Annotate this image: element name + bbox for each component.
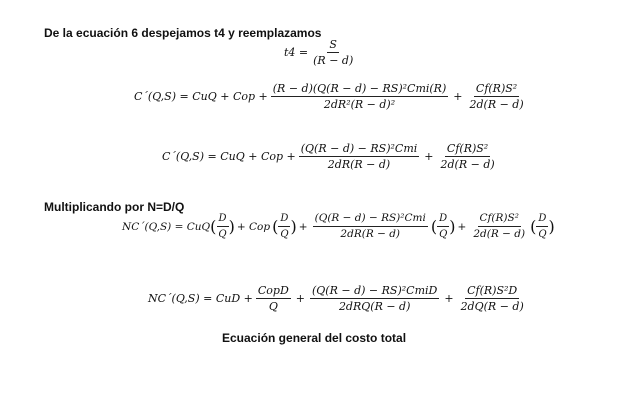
eq3-c-numerator: D	[437, 212, 449, 227]
eq2-fraction-2	[439, 142, 497, 171]
eq1-f2-denominator: 2d(R − d)	[469, 98, 524, 111]
eq3-paren-close-b: )	[290, 216, 297, 236]
eq2-f1-numerator: (Q(R − d) − RS)²Cmi	[300, 142, 418, 155]
t4-numerator: S	[329, 38, 337, 51]
eq4-fraction-2	[459, 284, 526, 313]
eq3-b-numerator: D	[278, 212, 290, 227]
eq3-paren-close-a: )	[228, 216, 235, 236]
eq3-fraction-a	[216, 212, 228, 241]
intro-heading: De la ecuación 6 despejamos t4 y reemplazamos	[44, 26, 322, 40]
t4-denominator: (R − d)	[313, 54, 354, 67]
eq1-lhs: C´(Q,S) = CuQ + Cop +	[134, 90, 268, 103]
eq4-fraction-1	[310, 284, 439, 313]
eq3-paren-close-d: )	[548, 216, 555, 236]
eq2-lhs: C´(Q,S) = CuQ + Cop +	[162, 150, 296, 163]
eq2-f2-denominator: 2d(R − d)	[440, 158, 495, 171]
eq4-fraction-0	[256, 284, 291, 313]
eq1-fraction-2	[467, 82, 525, 111]
eq3-fraction-1	[313, 212, 428, 241]
eq4-f0-denominator: Q	[268, 300, 278, 313]
eq2-f2-numerator: Cf(R)S²	[446, 142, 489, 155]
eq1-plus: +	[453, 90, 463, 103]
eq3-c-denominator: Q	[439, 229, 448, 240]
t4-fraction	[311, 38, 355, 67]
eq3-mid1: + Cop	[236, 220, 271, 233]
eq1-f1-numerator: (R − d)(Q(R − d) − RS)²Cmi(R)	[272, 82, 447, 95]
eq4-lhs: NC´(Q,S) = CuD +	[148, 292, 253, 305]
eq1-f1-denominator: 2dR²(R − d)²	[323, 98, 396, 111]
eq3-d-denominator: Q	[538, 229, 547, 240]
eq1-f2-numerator: Cf(R)S²	[475, 82, 518, 95]
equation-4	[148, 284, 529, 313]
eq4-f0-numerator: CopD	[257, 284, 289, 297]
eq3-paren-open-c: (	[430, 216, 438, 236]
eq3-f2-numerator: Cf(R)S²	[478, 212, 521, 227]
eq3-fraction-b	[278, 212, 290, 241]
final-heading: Ecuación general del costo total	[222, 331, 407, 345]
eq3-paren-open-b: (	[272, 216, 279, 236]
equation-1	[134, 82, 529, 111]
eq1-fraction-1	[271, 82, 449, 111]
eq3-f1-denominator: 2dR(R − d)	[340, 228, 401, 240]
eq3-fraction-d	[536, 212, 548, 241]
eq4-f1-numerator: (Q(R − d) − RS)²CmiD	[312, 284, 438, 297]
eq3-paren-open-d: (	[530, 216, 537, 236]
eq3-fraction-2	[471, 212, 527, 241]
eq3-paren-close-c: )	[449, 216, 456, 236]
eq4-plus1: +	[295, 292, 305, 305]
eq4-f2-numerator: Cf(R)S²D	[467, 284, 518, 297]
multiply-heading: Multiplicando por N=D/Q	[44, 200, 185, 214]
eq4-plus2: +	[444, 292, 454, 305]
eq2-fraction-1	[299, 142, 420, 171]
eq4-f1-denominator: 2dRQ(R − d)	[338, 300, 411, 313]
eq4-f2-denominator: 2dQ(R − d)	[460, 300, 524, 313]
eq3-plus2: +	[457, 220, 467, 233]
eq3-b-denominator: Q	[280, 229, 289, 240]
eq3-fraction-c	[437, 212, 449, 241]
eq3-paren-open-a: (	[210, 216, 217, 236]
eq3-f2-denominator: 2d(R − d)	[473, 228, 526, 240]
equation-3	[122, 212, 555, 241]
eq2-plus: +	[424, 150, 434, 163]
eq3-d-numerator: D	[536, 212, 548, 227]
eq3-a-denominator: Q	[218, 229, 227, 240]
eq3-f1-numerator: (Q(R − d) − RS)²Cmi	[313, 212, 428, 227]
equation-2	[162, 142, 500, 171]
eq3-a-numerator: D	[217, 212, 229, 227]
eq3-lhs: NC´(Q,S) = CuQ	[122, 220, 211, 233]
equation-t4	[284, 38, 358, 67]
eq2-f1-denominator: 2dR(R − d)	[327, 158, 391, 171]
eq3-plus1: +	[298, 220, 308, 233]
t4-lhs: t4 =	[284, 46, 309, 59]
